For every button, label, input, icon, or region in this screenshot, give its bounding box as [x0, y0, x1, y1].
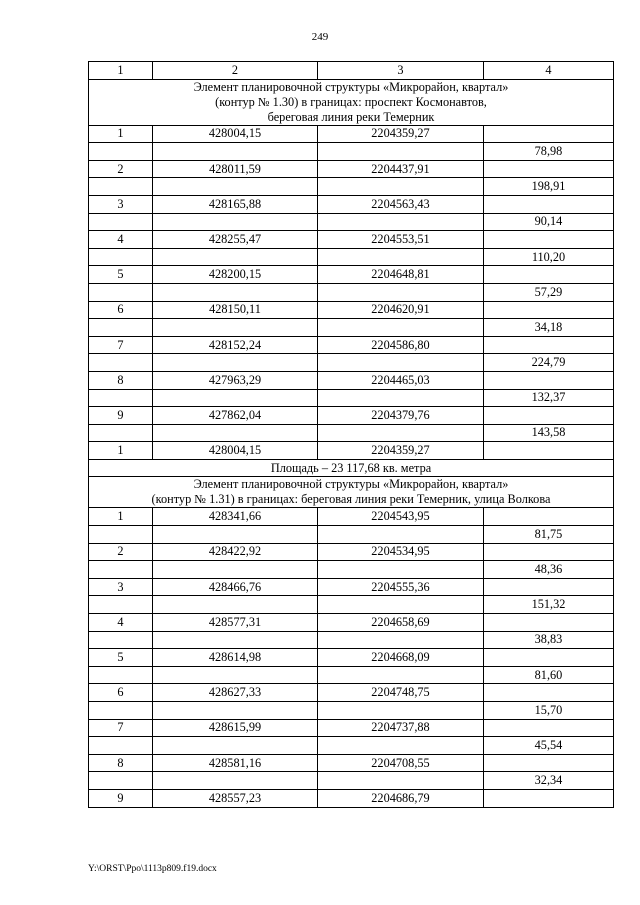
empty-cell: [89, 283, 153, 301]
empty-cell: [89, 526, 153, 544]
empty-cell: [153, 526, 318, 544]
table-row: [89, 719, 614, 737]
distance-empty: [484, 578, 614, 596]
distance-row: [89, 424, 614, 442]
empty-cell: [318, 424, 484, 442]
distance-row: [89, 702, 614, 720]
point-number: 9: [89, 407, 153, 425]
empty-cell: [318, 631, 484, 649]
segment-length: 32,34: [484, 772, 614, 790]
coord-y: 2204737,88: [318, 719, 484, 737]
segment-length: 224,79: [484, 354, 614, 372]
empty-cell: [318, 283, 484, 301]
table-row: [89, 754, 614, 772]
coord-x: 428627,33: [153, 684, 318, 702]
empty-cell: [89, 561, 153, 579]
empty-cell: [153, 737, 318, 755]
empty-cell: [318, 561, 484, 579]
distance-empty: [484, 231, 614, 249]
table-row: [89, 301, 614, 319]
segment-length: 15,70: [484, 702, 614, 720]
empty-cell: [153, 596, 318, 614]
coord-y: 2204437,91: [318, 160, 484, 178]
empty-cell: [89, 389, 153, 407]
distance-empty: [484, 614, 614, 632]
distance-empty: [484, 407, 614, 425]
coord-y: 2204555,36: [318, 578, 484, 596]
empty-cell: [89, 354, 153, 372]
coord-x: 428004,15: [153, 442, 318, 460]
empty-cell: [318, 596, 484, 614]
coord-x: 428165,88: [153, 195, 318, 213]
header-col-4: 4: [484, 62, 614, 80]
coord-x: 427963,29: [153, 371, 318, 389]
header-col-2: 2: [153, 62, 318, 80]
empty-cell: [153, 354, 318, 372]
empty-cell: [318, 666, 484, 684]
empty-cell: [89, 702, 153, 720]
coord-x: 428004,15: [153, 125, 318, 143]
empty-cell: [89, 178, 153, 196]
point-number: 2: [89, 543, 153, 561]
distance-row: [89, 526, 614, 544]
empty-cell: [153, 389, 318, 407]
empty-cell: [153, 248, 318, 266]
empty-cell: [318, 354, 484, 372]
section-title: [89, 477, 614, 508]
footer-file-path: Y:\ORST\Ppo\1113p809.f19.docx: [88, 864, 217, 874]
segment-length: 198,91: [484, 178, 614, 196]
empty-cell: [318, 178, 484, 196]
distance-row: [89, 354, 614, 372]
distance-empty: [484, 442, 614, 460]
segment-length: 81,75: [484, 526, 614, 544]
segment-length: 38,83: [484, 631, 614, 649]
empty-cell: [318, 772, 484, 790]
distance-empty: [484, 649, 614, 667]
distance-row: [89, 213, 614, 231]
table-row: [89, 614, 614, 632]
segment-length: 90,14: [484, 213, 614, 231]
point-number: 4: [89, 614, 153, 632]
coord-y: 2204668,09: [318, 649, 484, 667]
distance-row: [89, 283, 614, 301]
coord-y: 2204648,81: [318, 266, 484, 284]
coord-y: 2204658,69: [318, 614, 484, 632]
section-title-row: [89, 79, 614, 125]
point-number: 8: [89, 371, 153, 389]
empty-cell: [153, 702, 318, 720]
section-title-line: (контур № 1.30) в границах: проспект Космонавтов,: [215, 94, 487, 109]
empty-cell: [153, 213, 318, 231]
segment-length: 78,98: [484, 143, 614, 161]
empty-cell: [89, 319, 153, 337]
coord-y: 2204359,27: [318, 125, 484, 143]
point-number: 4: [89, 231, 153, 249]
empty-cell: [89, 631, 153, 649]
point-number: 7: [89, 336, 153, 354]
empty-cell: [153, 631, 318, 649]
distance-empty: [484, 125, 614, 143]
segment-length: 132,37: [484, 389, 614, 407]
distance-empty: [484, 543, 614, 561]
distance-empty: [484, 508, 614, 526]
area-value: Площадь – 23 117,68 кв. метра: [89, 459, 614, 477]
table-row: [89, 442, 614, 460]
empty-cell: [153, 143, 318, 161]
distance-row: [89, 143, 614, 161]
empty-cell: [318, 319, 484, 337]
coord-x: 428255,47: [153, 231, 318, 249]
point-number: 6: [89, 301, 153, 319]
distance-row: [89, 319, 614, 337]
coord-y: 2204620,91: [318, 301, 484, 319]
empty-cell: [153, 666, 318, 684]
coord-y: 2204359,27: [318, 442, 484, 460]
table-row: [89, 125, 614, 143]
distance-row: [89, 389, 614, 407]
coord-x: 428466,76: [153, 578, 318, 596]
table-row: [89, 578, 614, 596]
empty-cell: [318, 737, 484, 755]
empty-cell: [318, 526, 484, 544]
distance-empty: [484, 301, 614, 319]
table-row: [89, 649, 614, 667]
coord-x: 428011,59: [153, 160, 318, 178]
distance-row: [89, 596, 614, 614]
distance-empty: [484, 336, 614, 354]
empty-cell: [153, 319, 318, 337]
empty-cell: [318, 248, 484, 266]
empty-cell: [89, 772, 153, 790]
point-number: 9: [89, 789, 153, 807]
point-number: 3: [89, 578, 153, 596]
point-number: 7: [89, 719, 153, 737]
point-number: 1: [89, 508, 153, 526]
coord-y: 2204553,51: [318, 231, 484, 249]
header-col-1: 1: [89, 62, 153, 80]
empty-cell: [153, 772, 318, 790]
distance-row: [89, 772, 614, 790]
coord-x: 428150,11: [153, 301, 318, 319]
coord-x: 428615,99: [153, 719, 318, 737]
table-row: [89, 231, 614, 249]
point-number: 3: [89, 195, 153, 213]
segment-length: 34,18: [484, 319, 614, 337]
point-number: 6: [89, 684, 153, 702]
coord-y: 2204379,76: [318, 407, 484, 425]
coord-x: 428577,31: [153, 614, 318, 632]
point-number: 1: [89, 125, 153, 143]
coord-x: 428341,66: [153, 508, 318, 526]
coord-y: 2204543,95: [318, 508, 484, 526]
distance-empty: [484, 754, 614, 772]
empty-cell: [153, 424, 318, 442]
distance-row: [89, 561, 614, 579]
table-row: [89, 789, 614, 807]
coord-x: 428557,23: [153, 789, 318, 807]
coord-y: 2204534,95: [318, 543, 484, 561]
segment-length: 45,54: [484, 737, 614, 755]
distance-row: [89, 631, 614, 649]
empty-cell: [89, 213, 153, 231]
coord-y: 2204708,55: [318, 754, 484, 772]
header-col-3: 3: [318, 62, 484, 80]
point-number: 8: [89, 754, 153, 772]
coord-x: 428422,92: [153, 543, 318, 561]
table-row: [89, 195, 614, 213]
segment-length: 81,60: [484, 666, 614, 684]
section-title-line: береговая линия реки Темерник: [267, 109, 435, 124]
table-row: [89, 407, 614, 425]
distance-empty: [484, 160, 614, 178]
coord-x: 428200,15: [153, 266, 318, 284]
coordinates-table: [88, 61, 614, 808]
distance-empty: [484, 195, 614, 213]
empty-cell: [89, 143, 153, 161]
coord-y: 2204686,79: [318, 789, 484, 807]
coord-x: 427862,04: [153, 407, 318, 425]
table-row: [89, 336, 614, 354]
empty-cell: [318, 702, 484, 720]
coord-y: 2204586,80: [318, 336, 484, 354]
distance-row: [89, 248, 614, 266]
empty-cell: [89, 596, 153, 614]
empty-cell: [89, 424, 153, 442]
section-title-row: [89, 477, 614, 508]
distance-empty: [484, 789, 614, 807]
distance-empty: [484, 266, 614, 284]
empty-cell: [318, 389, 484, 407]
empty-cell: [153, 283, 318, 301]
page-number: 249: [311, 31, 329, 43]
empty-cell: [153, 178, 318, 196]
coord-x: 428614,98: [153, 649, 318, 667]
empty-cell: [89, 248, 153, 266]
table-row: [89, 371, 614, 389]
table-header-row: [89, 62, 614, 80]
segment-length: 143,58: [484, 424, 614, 442]
table-row: [89, 508, 614, 526]
empty-cell: [318, 143, 484, 161]
segment-length: 151,32: [484, 596, 614, 614]
distance-empty: [484, 719, 614, 737]
table-row: [89, 543, 614, 561]
segment-length: 48,36: [484, 561, 614, 579]
distance-empty: [484, 684, 614, 702]
point-number: 2: [89, 160, 153, 178]
segment-length: 57,29: [484, 283, 614, 301]
distance-row: [89, 178, 614, 196]
segment-length: 110,20: [484, 248, 614, 266]
table-row: [89, 266, 614, 284]
coordinates-table-body: [89, 62, 614, 808]
point-number: 1: [89, 442, 153, 460]
table-row: [89, 684, 614, 702]
coord-x: 428152,24: [153, 336, 318, 354]
coord-y: 2204748,75: [318, 684, 484, 702]
empty-cell: [153, 561, 318, 579]
point-number: 5: [89, 266, 153, 284]
empty-cell: [318, 213, 484, 231]
section-title-line: Элемент планировочной структуры «Микрорайон, квартал»: [193, 477, 509, 492]
distance-empty: [484, 371, 614, 389]
distance-row: [89, 666, 614, 684]
section-title-line: (контур № 1.31) в границах: береговая линия реки Темерник, улица Волкова: [151, 492, 551, 507]
empty-cell: [89, 666, 153, 684]
coord-x: 428581,16: [153, 754, 318, 772]
table-row: [89, 160, 614, 178]
coord-y: 2204563,43: [318, 195, 484, 213]
point-number: 5: [89, 649, 153, 667]
section-title-line: Элемент планировочной структуры «Микрорайон, квартал»: [193, 79, 509, 94]
section-title: [89, 79, 614, 125]
distance-row: [89, 737, 614, 755]
coord-y: 2204465,03: [318, 371, 484, 389]
empty-cell: [89, 737, 153, 755]
area-row: [89, 459, 614, 477]
